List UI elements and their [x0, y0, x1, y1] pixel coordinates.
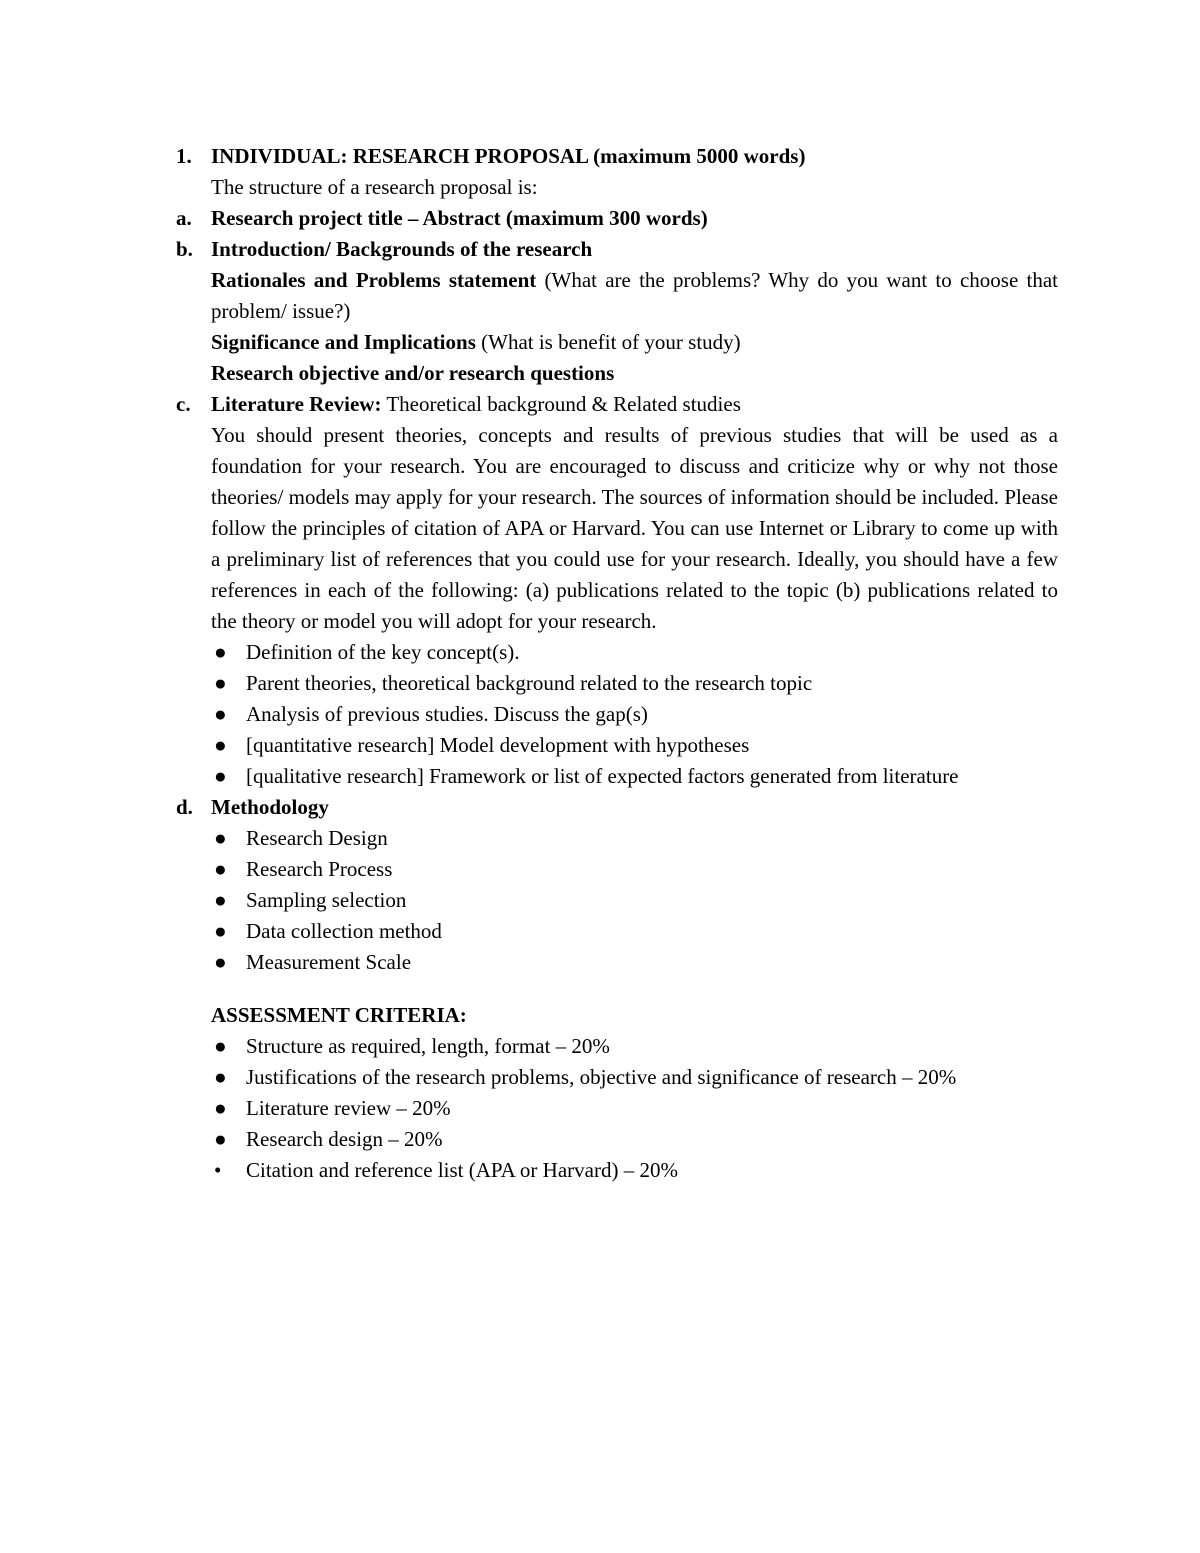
rationale-paragraph — [176, 265, 1058, 327]
significance-line — [176, 327, 1058, 358]
bullet-icon: ● — [214, 733, 227, 757]
list-item — [176, 1093, 1058, 1124]
bullet-icon: ● — [214, 950, 227, 974]
document-content — [176, 141, 1058, 1186]
bullet-icon: ● — [214, 1065, 227, 1089]
heading-number: 1. — [176, 144, 192, 168]
bullet-icon: ● — [214, 1034, 227, 1058]
list-item — [176, 1062, 1058, 1093]
section-b-line — [176, 234, 1058, 265]
list-item-text: Data collection method — [246, 919, 442, 943]
list-item-text: Research design – 20% — [246, 1127, 443, 1151]
list-item-text: Research Process — [246, 857, 393, 881]
section-c-line — [176, 389, 1058, 420]
section-b-title: Introduction/ Backgrounds of the research — [211, 237, 593, 261]
bullet-icon: ● — [214, 888, 227, 912]
bullet-icon: ● — [214, 919, 227, 943]
heading-line — [176, 141, 1058, 172]
bullet-icon: ● — [214, 826, 227, 850]
list-item — [176, 854, 1058, 885]
list-item-text: Sampling selection — [246, 888, 407, 912]
section-d-title: Methodology — [211, 795, 329, 819]
list-item — [176, 1031, 1058, 1062]
objective-text: Research objective and/or research questions — [211, 361, 615, 385]
list-item — [176, 823, 1058, 854]
section-c-title-label: Literature Review: — [211, 392, 382, 416]
list-item-text: Measurement Scale — [246, 950, 412, 974]
objective-line — [176, 358, 1058, 389]
bullet-icon: • — [214, 1158, 222, 1182]
list-item — [176, 761, 1058, 792]
section-c-letter: c. — [176, 392, 191, 416]
significance-text: (What is benefit of your study) — [475, 330, 741, 354]
bullet-icon: ● — [214, 671, 227, 695]
bullet-icon: ● — [214, 702, 227, 726]
list-item — [176, 1155, 1058, 1186]
assessment-heading-line — [176, 1000, 1058, 1031]
section-a-letter: a. — [176, 206, 192, 230]
list-item-text: Research Design — [246, 826, 388, 850]
intro-line — [176, 172, 1058, 203]
list-item — [176, 637, 1058, 668]
significance-label: Significance and Implications — [211, 330, 476, 354]
heading-title: INDIVIDUAL: RESEARCH PROPOSAL (maximum 5000 words) — [211, 144, 806, 168]
list-item-text: [qualitative research] Framework or list of expected factors generated from literature — [246, 764, 959, 788]
bullet-icon: ● — [214, 1096, 227, 1120]
section-d-letter: d. — [176, 795, 193, 819]
section-d-line — [176, 792, 1058, 823]
literature-paragraph — [176, 420, 1058, 637]
list-item-text: Structure as required, length, format – 20% — [246, 1034, 610, 1058]
list-item — [176, 699, 1058, 730]
assessment-title: ASSESSMENT CRITERIA: — [211, 1003, 467, 1027]
section-spacer — [176, 978, 1058, 1000]
list-item — [176, 1124, 1058, 1155]
rationale-text: (What are the problems? Why do you want to choose that problem/ issue?) — [211, 268, 1058, 323]
list-item — [176, 730, 1058, 761]
list-item — [176, 668, 1058, 699]
list-item-text: Literature review – 20% — [246, 1096, 451, 1120]
list-item — [176, 885, 1058, 916]
list-item-text: Parent theories, theoretical background related to the research topic — [246, 671, 813, 695]
section-c-title-text: Theoretical background & Related studies — [381, 392, 741, 416]
bullet-icon: ● — [214, 640, 227, 664]
bullet-icon: ● — [214, 857, 227, 881]
list-item-text: [quantitative research] Model development with hypotheses — [246, 733, 750, 757]
literature-paragraph-text: You should present theories, concepts and results of previous studies that will be used as a foundation for your research. You are encouraged to discuss and criticize why or why not those theories/ models may apply for your research. The sources of information should be included. Please follow the principles of citation of APA or Harvard. You can use Internet or Library to come up with a preliminary list of references that you could use for your research. Ideally, you should have a few references in each of the following: (a) publications related to the topic (b) publications related to the theory or model you will adopt for your research. — [211, 423, 1058, 633]
rationale-label: Rationales and Problems statement — [211, 268, 537, 292]
list-item — [176, 947, 1058, 978]
list-item-text: Citation and reference list (APA or Harvard) – 20% — [246, 1158, 678, 1182]
section-a-title: Research project title – Abstract (maximum 300 words) — [211, 206, 708, 230]
bullet-icon: ● — [214, 764, 227, 788]
list-item-text: Analysis of previous studies. Discuss the gap(s) — [246, 702, 648, 726]
list-item-text: Definition of the key concept(s). — [246, 640, 520, 664]
section-a-line — [176, 203, 1058, 234]
list-item-text: Justifications of the research problems, objective and significance of research – 20% — [246, 1065, 957, 1089]
section-b-letter: b. — [176, 237, 193, 261]
list-item — [176, 916, 1058, 947]
bullet-icon: ● — [214, 1127, 227, 1151]
intro-text: The structure of a research proposal is: — [211, 175, 538, 199]
